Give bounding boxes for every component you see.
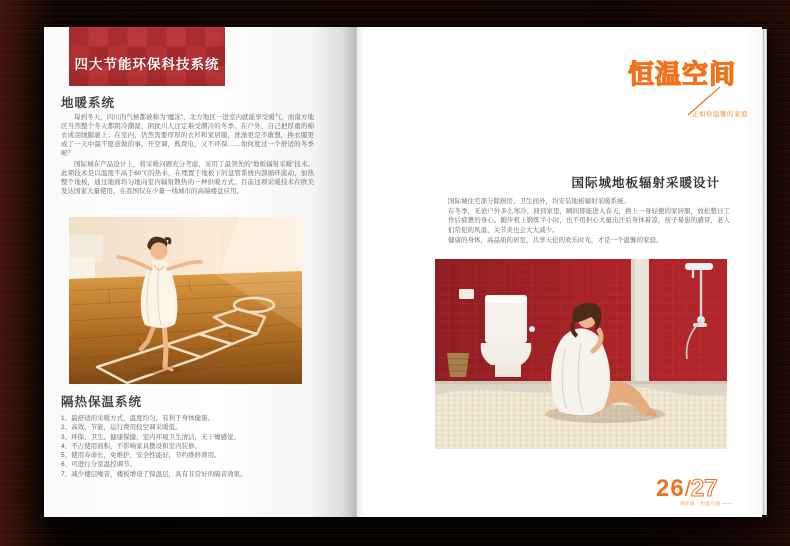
page-stack-edge: [762, 29, 767, 515]
list-item: 2、高效、节能，运行费用较空调采暖低。: [61, 424, 182, 432]
page-number-caption: 国际城 · 恒温空间 ——: [680, 501, 762, 507]
list-item: 6、可进行分室温控调节。: [61, 461, 137, 469]
page-number-next: 27: [690, 475, 718, 502]
banner-title: 四大节能环保科技系统: [74, 56, 220, 72]
right-photo-illustration: [435, 259, 727, 449]
left-photo-woman-hopscotch-wood-floor: [69, 217, 302, 384]
article-paragraph-2: 在冬季，无论户外多么寒冷，回到家里，瞬间即能进入春天，换上一身轻便的家居服，放松整日工作后疲惫的身心。跑步机上锻炼半小时，也不用担心大量出汗后身体着凉，孩子易患的感冒，老人们常犯的风湿、关节炎也会大大减少。: [448, 208, 730, 234]
right-photo-woman-bathroom-red-wall: [435, 259, 727, 449]
wicker-basket: [447, 353, 469, 377]
page-title-constant-temperature: 恒温空间: [628, 59, 737, 89]
tagline: 正如你温馨的家庭: [692, 111, 748, 118]
list-item: 5、使用寿命长，免维护，安全性能好，节约维修费用。: [61, 452, 221, 460]
article-body: [448, 197, 730, 246]
section-title-insulation: 隔热保温系统: [61, 395, 143, 409]
article-paragraph-1: 国际城住宅部分除厨房、卫生间外，均安装地板辐射采暖系统。: [448, 198, 630, 205]
open-brochure-spread: [44, 27, 767, 517]
insulation-benefits-list: [61, 414, 317, 479]
section-title-floor-heating: 地暖系统: [61, 96, 116, 110]
list-item: 7、减少楼层噪音，楼板增设了保温层，具有非常好的隔音效果。: [61, 470, 247, 478]
floor-heating-paragraph-1: 每到冬天，四川的气候都被称为“魔冻”，北方地区一进室内就能享受暖气，而南方地区当然整个冬天都阴冷潮湿，困扰川人注定难受潮冷的冬季。在户外，自己把厚重的棉衣或羽绒服裹上；在室内，仍然需要厚厚的衣衫和家居服，洗澡更是不敢想，换衣服更成了一天中最不愿意做的事。开空调，既费电，又不环保……如何度过一个舒适的冬季呢？: [61, 114, 314, 157]
page-number-separator: /: [684, 476, 691, 501]
floor-heating-paragraph-2: 国际城在产品设计上，将采暖问题充分考虑，采用了最领先的“地板辐射采暖”技术。此项技术是以温度不高于60℃的热水，在埋置于地板下的盘管系统内部循环流动，加热整个地板，通过地面均匀地向室内辐射散热的一种供暖方式。目前这项采暖技术在欧美发达国家大量使用，在我国仅在少量一线城市的高端楼盘应用。: [61, 161, 314, 195]
left-photo-illustration: [69, 217, 302, 384]
page-number-current: 26: [656, 475, 685, 502]
article-title: 国际城地板辐射采暖设计: [571, 176, 720, 190]
left-page: [44, 27, 355, 517]
red-checker-banner: [69, 27, 225, 86]
page-number: [656, 475, 718, 503]
list-item: 4、不占使用面积，不影响家具摆设和室内装修。: [61, 442, 202, 450]
list-item: 3、环保、卫生、健康保健，室内环境卫生清洁，无干燥感觉。: [61, 433, 241, 441]
right-page: [358, 27, 762, 517]
wall-paper-holder: [459, 289, 474, 299]
article-paragraph-3: 健康的身体，高品质的居室，共享天伦的欢乐时光，才是一个温馨的家庭。: [448, 236, 663, 244]
list-item: 1、最舒适的采暖方式，温度均匀，有利于身体健康。: [61, 415, 215, 422]
